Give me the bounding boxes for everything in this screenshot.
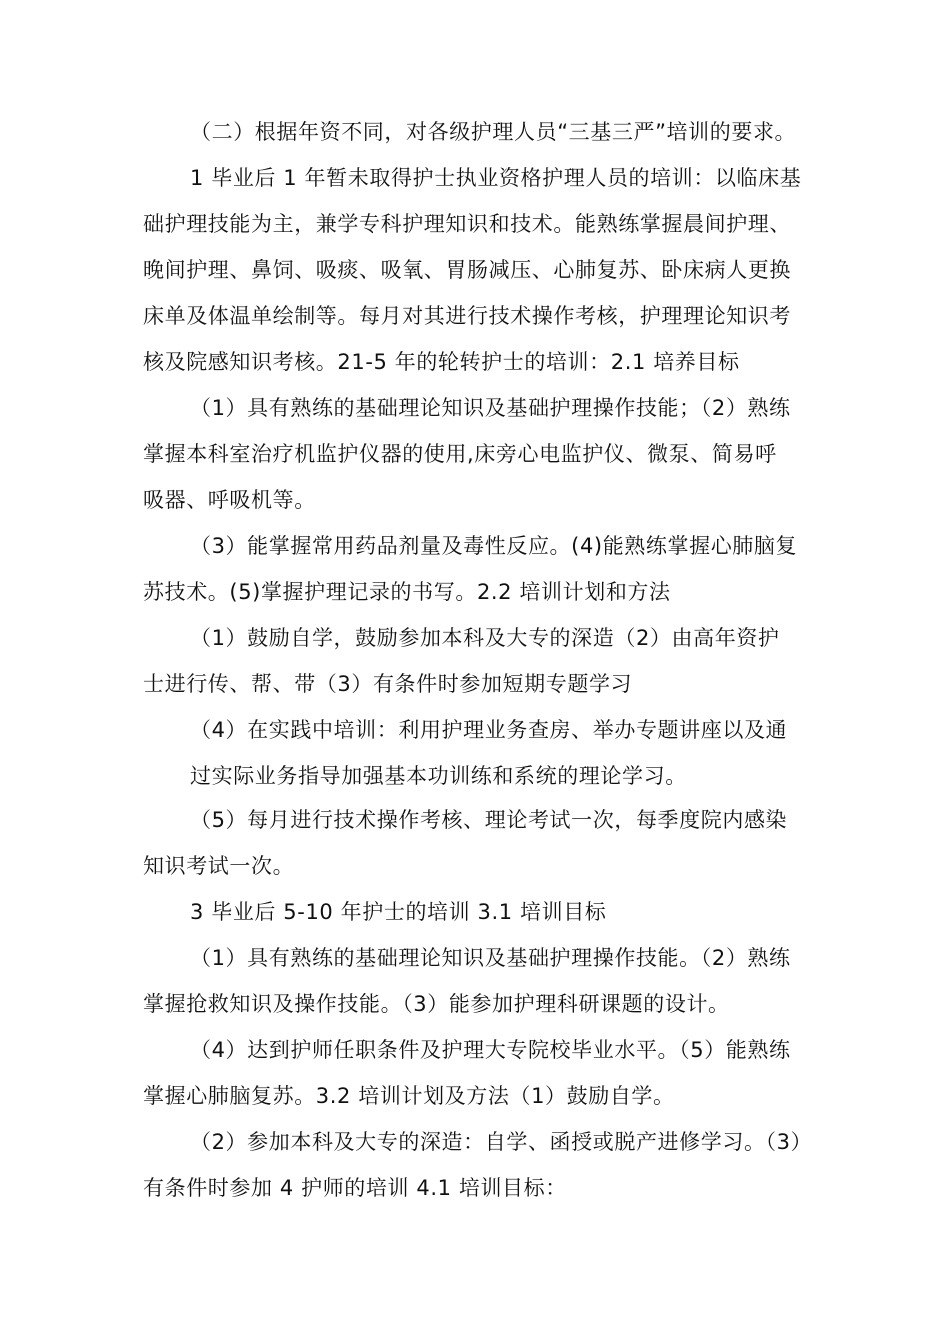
text-line: 苏技术。(5)掌握护理记录的书写。2.2 培训计划和方法 — [143, 580, 671, 604]
text-line: （4）在实践中培训：利用护理业务查房、举办专题讲座以及通 — [190, 718, 788, 742]
text-line: 础护理技能为主，兼学专科护理知识和技术。能熟练掌握晨间护理、 — [143, 212, 791, 236]
text-line: 掌握本科室治疗机监护仪器的使用,床旁心电监护仪、微泵、简易呼 — [143, 442, 777, 466]
text-line: 3 毕业后 5-10 年护士的培训 3.1 培训目标 — [190, 900, 607, 924]
text-line: 过实际业务指导加强基本功训练和系统的理论学习。 — [190, 764, 687, 788]
text-line: 核及院感知识考核。21-5 年的轮转护士的培训：2.1 培养目标 — [143, 350, 740, 374]
text-line: 掌握心肺脑复苏。3.2 培训计划及方法（1）鼓励自学。 — [143, 1084, 675, 1108]
text-line: 知识考试一次。 — [143, 854, 295, 878]
text-line: 掌握抢救知识及操作技能。（3）能参加护理科研课题的设计。 — [143, 992, 730, 1016]
text-line: 1 毕业后 1 年暂未取得护士执业资格护理人员的培训：以临床基 — [190, 166, 802, 190]
text-line: （1）鼓励自学，鼓励参加本科及大专的深造（2）由高年资护 — [190, 626, 780, 650]
text-line: （二）根据年资不同，对各级护理人员“三基三严”培训的要求。 — [190, 120, 797, 144]
text-line: （4）达到护师任职条件及护理大专院校毕业水平。（5）能熟练 — [190, 1038, 791, 1062]
text-line: 有条件时参加 4 护师的培训 4.1 培训目标： — [143, 1176, 567, 1200]
text-line: （1）具有熟练的基础理论知识及基础护理操作技能；（2）熟练 — [190, 396, 791, 420]
text-line: （3）能掌握常用药品剂量及毒性反应。(4)能熟练掌握心肺脑复 — [190, 534, 798, 558]
text-line: （1）具有熟练的基础理论知识及基础护理操作技能。（2）熟练 — [190, 946, 791, 970]
text-line: 床单及体温单绘制等。每月对其进行技术操作考核，护理理论知识考 — [143, 304, 791, 328]
text-line: 吸器、呼吸机等。 — [143, 488, 316, 512]
text-line: （2）参加本科及大专的深造：自学、函授或脱产进修学习。（3） — [190, 1130, 813, 1154]
text-line: 晚间护理、鼻饲、吸痰、吸氧、胃肠减压、心肺复苏、卧床病人更换 — [143, 258, 791, 282]
text-line: 士进行传、帮、带（3）有条件时参加短期专题学习 — [143, 672, 633, 696]
text-line: （5）每月进行技术操作考核、理论考试一次，每季度院内感染 — [190, 808, 788, 832]
